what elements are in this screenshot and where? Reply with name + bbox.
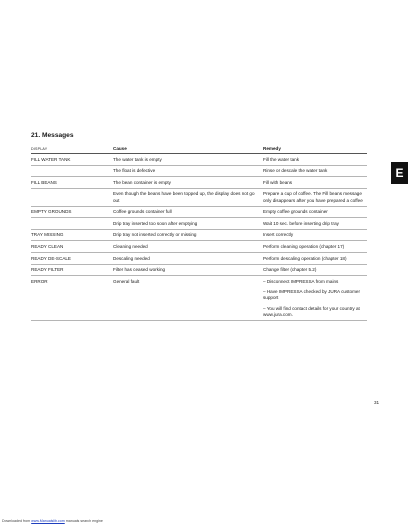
remedy-cell: [263, 191, 367, 204]
remedy-line: Rinse or descale the water tank: [263, 168, 328, 174]
remedy-cell: [263, 221, 367, 227]
table-row: [31, 265, 367, 277]
section-title: 21. Messages: [31, 132, 74, 139]
remedy-line: Perform cleaning operation (chapter 17): [263, 243, 345, 249]
cause-cell: The float is defective: [113, 168, 156, 174]
table-row: [31, 166, 367, 178]
message-cell: READY FILTER: [31, 267, 64, 273]
remedy-line: Empty coffee grounds container: [263, 209, 328, 215]
table-row: [31, 154, 367, 166]
cause-cell: Even though the beans have been topped up, the display does not go out: [113, 191, 255, 203]
remedy-line: Fill the water tank: [263, 156, 299, 162]
header-display: DISPLAY: [31, 147, 48, 151]
remedy-line: Fill with beans: [263, 179, 293, 185]
message-cell: READY CLEAN: [31, 243, 64, 249]
footer-note: [2, 519, 103, 523]
header-remedy: Remedy: [263, 146, 281, 151]
table-row: [31, 177, 367, 189]
remedy-line: Change filter (chapter 5.2): [263, 267, 317, 273]
cause-cell: The water tank is empty: [113, 156, 162, 162]
cause-cell: Drip tray inserted too soon after emptying: [113, 220, 198, 226]
remedy-line: Prepare a cup of coffee. The Fill beans message only disappears after you have prepared a coffee: [263, 191, 363, 203]
remedy-cell: [263, 232, 367, 238]
cause-cell: Descaling needed: [113, 255, 150, 261]
message-cell: TRAY MISSING: [31, 232, 64, 238]
cause-cell: Filter has ceased working: [113, 267, 166, 273]
cause-cell: General fault: [113, 278, 140, 284]
cause-cell: Coffee grounds container full: [113, 209, 172, 215]
remedy-cell: [263, 244, 367, 250]
table-row: [31, 276, 367, 321]
remedy-line: Perform descaling operation (chapter 18): [263, 255, 347, 261]
page-number: 31: [374, 400, 380, 405]
remedy-line: – Disconnect IMPRESSA from mains: [263, 278, 339, 284]
table-row: [31, 207, 367, 219]
remedy-cell: [263, 279, 367, 318]
cause-cell: Cleaning needed: [113, 243, 148, 249]
table-row: [31, 218, 367, 230]
message-cell: EMPTY GROUNDS: [31, 209, 72, 215]
message-cell: [31, 191, 113, 204]
remedy-cell: [263, 256, 367, 262]
footer-link[interactable]: www.Manualslib.com: [31, 519, 65, 523]
remedy-line: Wait 10 sec. before inserting drip tray: [263, 220, 339, 226]
remedy-cell: [263, 180, 367, 186]
remedy-cell: [263, 157, 367, 163]
remedy-cell: [263, 267, 367, 273]
table-row: [31, 241, 367, 253]
remedy-cell: [263, 168, 367, 174]
remedy-line: – Have IMPRESSA checked by JURA customer support: [263, 289, 361, 301]
messages-table: [31, 145, 367, 321]
remedy-line: Insert correctly: [263, 232, 294, 238]
message-cell: [31, 168, 113, 174]
message-cell: READY DE-SCALE: [31, 255, 71, 261]
language-tab-marker: E: [391, 162, 408, 184]
remedy-line: – You will find contact details for your country at www.jura.com.: [263, 305, 360, 317]
message-cell: [31, 221, 113, 227]
table-header-row: [31, 145, 367, 154]
message-cell: ERROR: [31, 278, 48, 284]
message-cell: FILL WATER TANK: [31, 156, 71, 162]
remedy-cell: [263, 209, 367, 215]
table-row: [31, 253, 367, 265]
message-cell: FILL BEANS: [31, 179, 57, 185]
cause-cell: Drip tray not inserted correctly or missing: [113, 232, 197, 238]
header-cause: Cause: [113, 146, 127, 151]
table-row: [31, 230, 367, 242]
footer-suffix: manuals search engine: [65, 519, 103, 523]
table-row: [31, 189, 367, 207]
footer-prefix: Downloaded from: [2, 519, 31, 523]
cause-cell: The bean container is empty: [113, 179, 171, 185]
table-body: [31, 154, 367, 321]
